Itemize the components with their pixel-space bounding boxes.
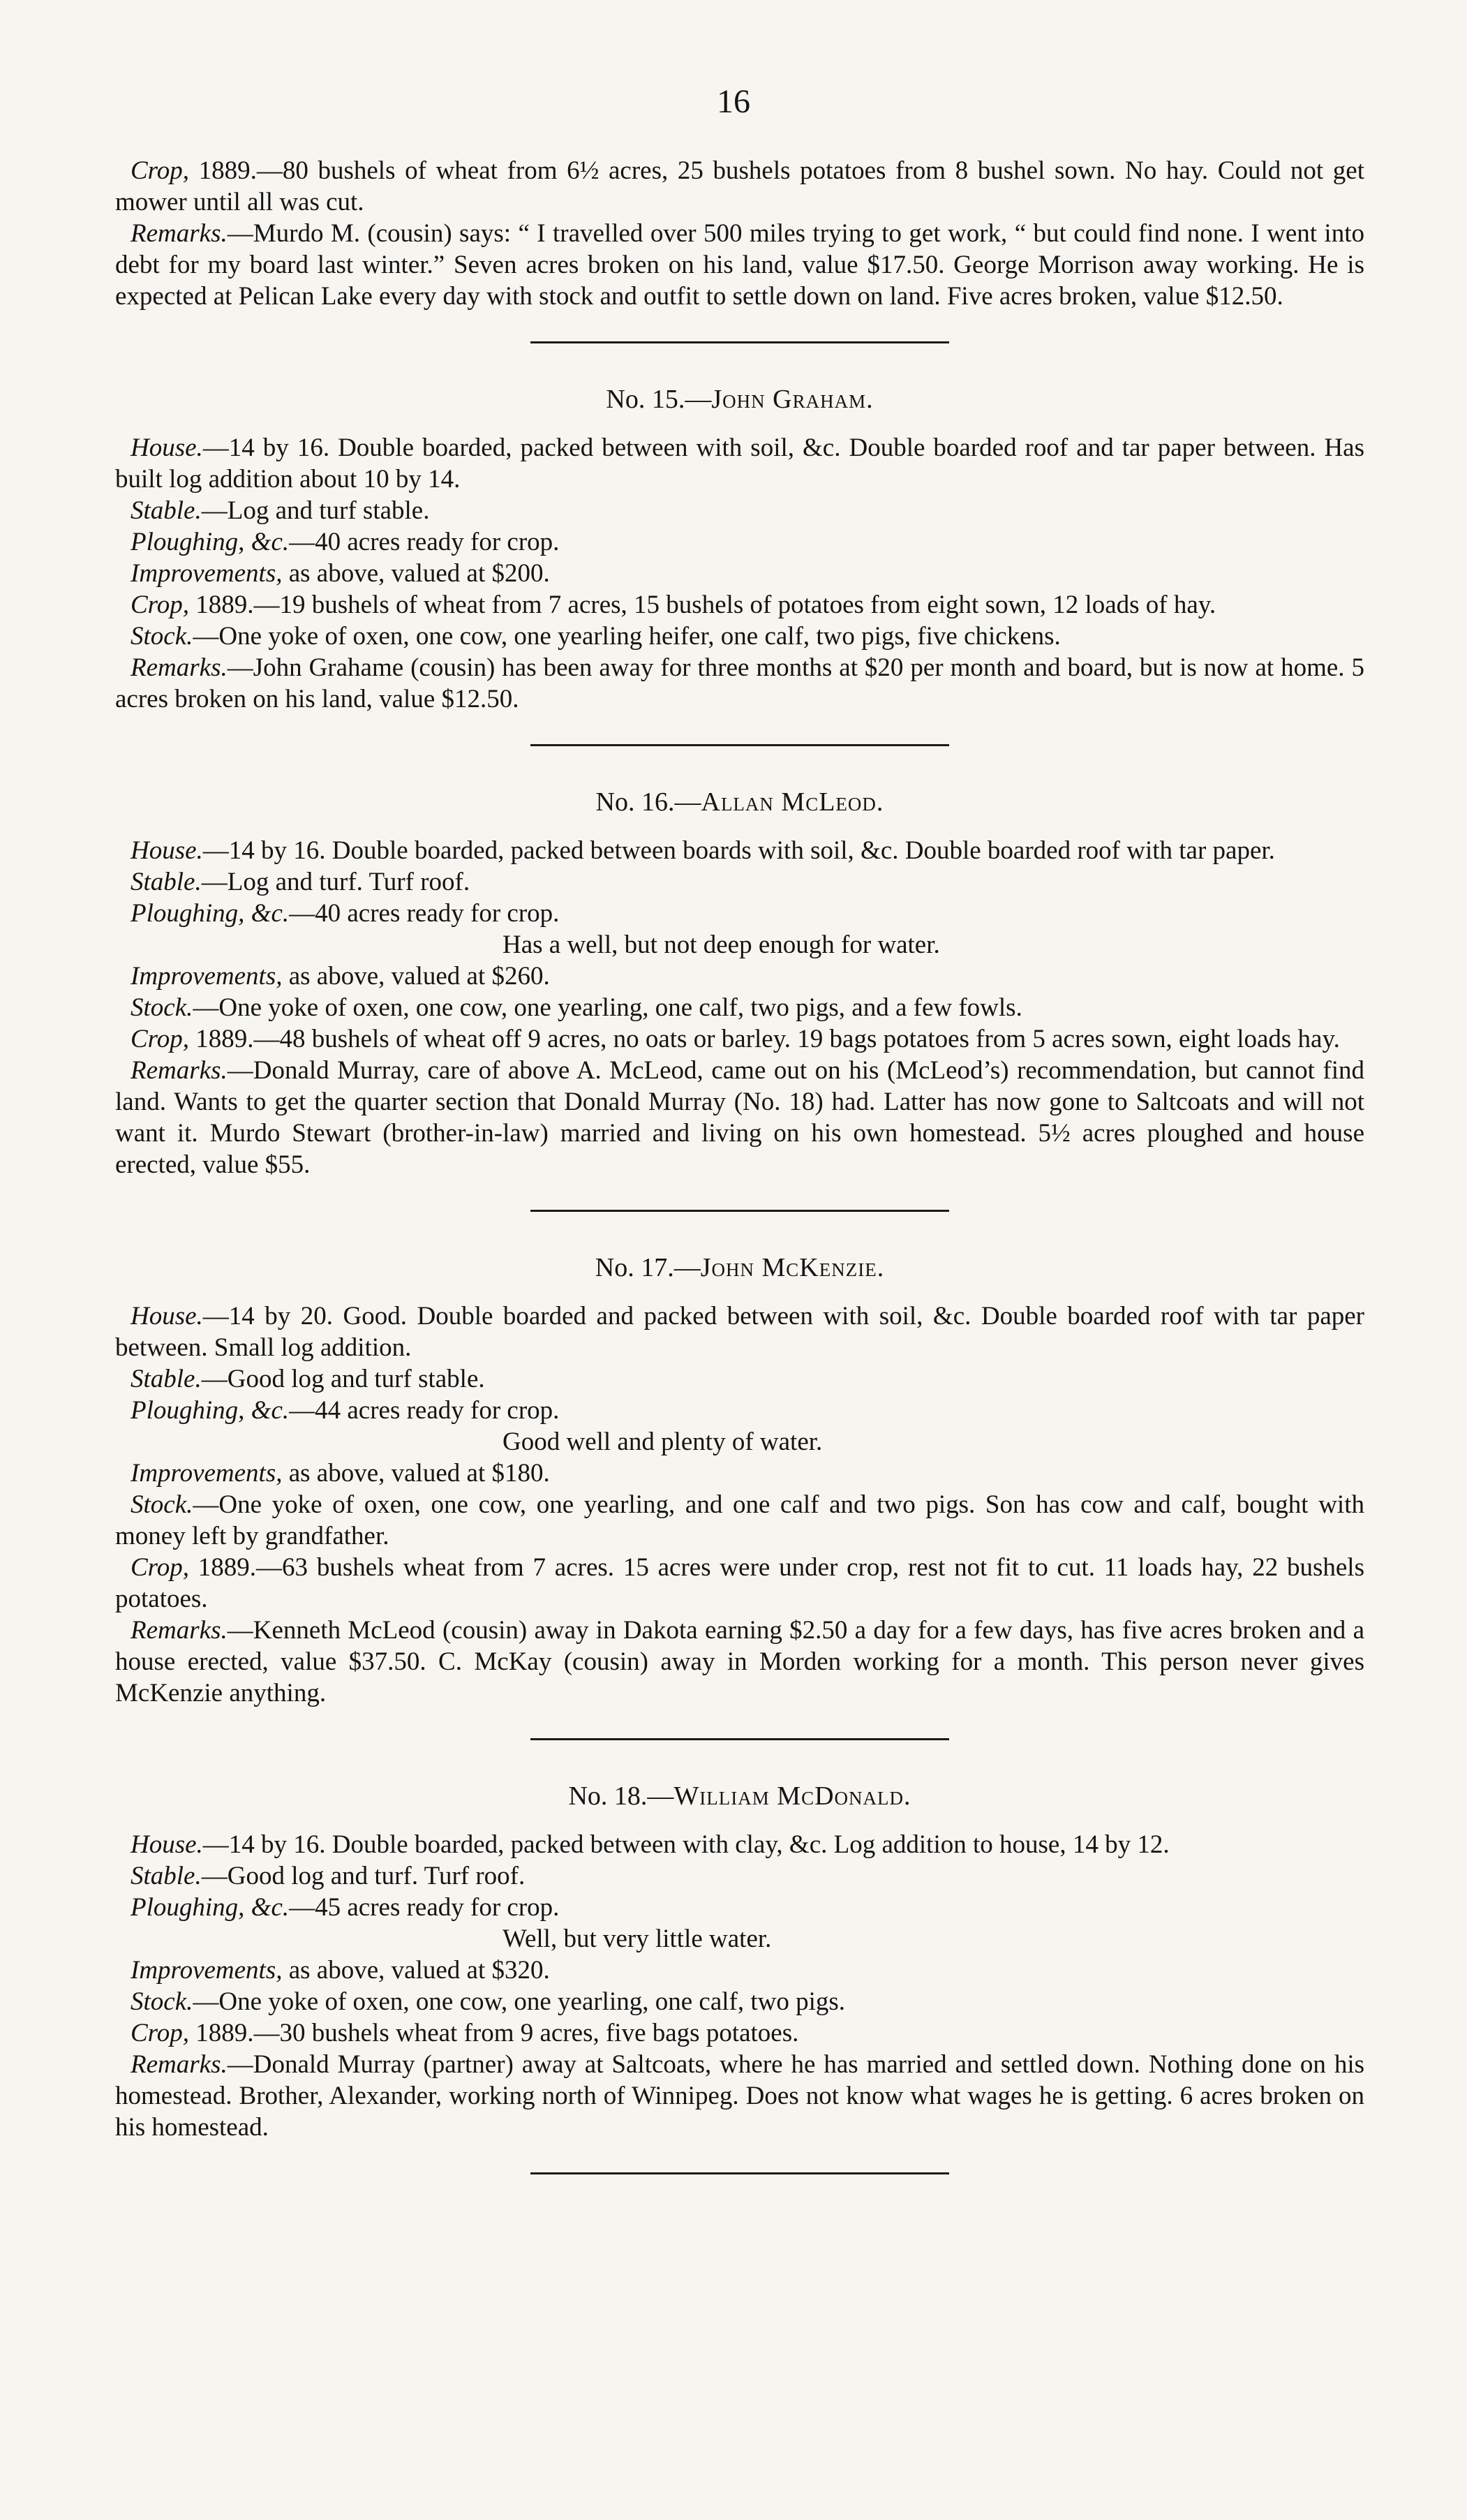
ploughing-text: —45 acres ready for crop. xyxy=(289,1893,560,1922)
stable-label: Stable. xyxy=(131,1862,202,1890)
remarks-label: Remarks. xyxy=(131,653,228,682)
intro-remarks-paragraph xyxy=(115,218,1364,312)
crop-paragraph xyxy=(115,1552,1364,1615)
page-number: 16 xyxy=(717,83,750,120)
remarks-label: Remarks. xyxy=(131,1056,228,1085)
house-label: House. xyxy=(131,433,203,462)
improvements-label: Improvements, xyxy=(131,962,283,991)
stock-label: Stock. xyxy=(131,1987,193,2016)
ploughing-paragraph xyxy=(115,1395,1364,1426)
improvements-paragraph xyxy=(115,961,1364,992)
crop-label: Crop, xyxy=(131,2019,189,2047)
section-divider xyxy=(530,341,949,343)
house-paragraph xyxy=(115,432,1364,495)
crop-label: Crop, xyxy=(131,156,189,185)
section-name: Allan McLeod. xyxy=(701,787,884,817)
remarks-text: —Donald Murray (partner) away at Saltcoats, where he has married and settled down. Nothing done on his homestead. Brother, Alexander, working north of Winnipeg. Does not know what wages he is getting. 6 acres broken on his homestead. xyxy=(115,2050,1364,2142)
remarks-paragraph xyxy=(115,1055,1364,1180)
remarks-label: Remarks. xyxy=(131,2050,228,2079)
improvements-text: as above, valued at $260. xyxy=(282,962,550,991)
section-name: John Graham. xyxy=(711,385,874,414)
house-label: House. xyxy=(131,1830,203,1859)
section-title xyxy=(115,1252,1364,1284)
remarks-text: —Murdo M. (cousin) says: “ I travelled over 500 miles trying to get work, “ but could find none. I went into debt for my board last winter.” Seven acres broken on his land, value $17.50. George Morrison away working. He is expected at Pelican Lake every day with stock and outfit to settle down on land. Five acres broken, value $12.50. xyxy=(115,219,1364,311)
remarks-text: —John Grahame (cousin) has been away for three months at $20 per month and board, but is now at home. 5 acres broken on his land, value $12.50. xyxy=(115,653,1364,713)
ploughing-paragraph xyxy=(115,898,1364,929)
crop-text: 1889.—80 bushels of wheat from 6½ acres, 25 bushels potatoes from 8 bushel sown. No hay. Could not get mower until all was cut. xyxy=(115,156,1364,216)
water-note: Well, but very little water. xyxy=(502,1925,772,1953)
stable-label: Stable. xyxy=(131,868,202,896)
stable-paragraph xyxy=(115,1363,1364,1395)
section-number: No. 16.— xyxy=(595,787,701,817)
improvements-text: as above, valued at $180. xyxy=(282,1459,550,1488)
ploughing-label: Ploughing, &c. xyxy=(131,528,290,556)
intro-crop-paragraph xyxy=(115,155,1364,218)
stable-paragraph xyxy=(115,866,1364,898)
ploughing-label: Ploughing, &c. xyxy=(131,1396,290,1425)
house-paragraph xyxy=(115,1300,1364,1363)
stock-label: Stock. xyxy=(131,993,193,1022)
stable-label: Stable. xyxy=(131,1365,202,1393)
crop-paragraph xyxy=(115,2017,1364,2049)
improvements-label: Improvements, xyxy=(131,559,283,588)
section-title xyxy=(115,384,1364,415)
stable-paragraph xyxy=(115,495,1364,526)
ploughing-label: Ploughing, &c. xyxy=(131,1893,290,1922)
remarks-paragraph xyxy=(115,1615,1364,1709)
improvements-label: Improvements, xyxy=(131,1956,283,1985)
section-name: William McDonald. xyxy=(673,1781,911,1811)
section-number: No. 15.— xyxy=(606,385,712,414)
house-label: House. xyxy=(131,836,203,865)
ploughing-paragraph xyxy=(115,1892,1364,1923)
house-label: House. xyxy=(131,1302,203,1331)
improvements-text: as above, valued at $320. xyxy=(282,1956,550,1985)
stable-text: —Log and turf stable. xyxy=(201,496,430,525)
house-paragraph xyxy=(115,1829,1364,1860)
section-divider xyxy=(530,1210,949,1212)
stable-text: —Log and turf. Turf roof. xyxy=(201,868,470,896)
crop-text: 1889.—48 bushels of wheat off 9 acres, no oats or barley. 19 bags potatoes from 5 acres sown, eight loads hay. xyxy=(188,1025,1340,1053)
crop-paragraph xyxy=(115,589,1364,621)
stock-text: —One yoke of oxen, one cow, one yearling heifer, one calf, two pigs, five chickens. xyxy=(193,622,1061,651)
water-note: Good well and plenty of water. xyxy=(502,1428,823,1456)
stock-paragraph xyxy=(115,992,1364,1023)
section-title xyxy=(115,787,1364,818)
ploughing-text: —40 acres ready for crop. xyxy=(289,528,560,556)
improvements-label: Improvements, xyxy=(131,1459,283,1488)
water-note: Has a well, but not deep enough for water. xyxy=(502,931,940,959)
section-divider xyxy=(530,2172,949,2174)
section-title xyxy=(115,1781,1364,1812)
remarks-text: —Kenneth McLeod (cousin) away in Dakota earning $2.50 a day for a few days, has five acres broken and a house erected, value $37.50. C. McKay (cousin) away in Morden working for a month. This person never gives McKenzie anything. xyxy=(115,1616,1364,1707)
ploughing-label: Ploughing, &c. xyxy=(131,899,290,928)
crop-text: 1889.—19 bushels of wheat from 7 acres, 15 bushels of potatoes from eight sown, 12 loads of hay. xyxy=(188,591,1216,619)
remarks-text: —Donald Murray, care of above A. McLeod, came out on his (McLeod’s) recommendation, but cannot find land. Wants to get the quarter section that Donald Murray (No. 18) had. Latter has now gone to Saltcoats and will not want it. Murdo Stewart (brother-in-law) married and living on his own homestead. 5½ acres ploughed and house erected, value $55. xyxy=(115,1056,1364,1179)
section-no-15 xyxy=(115,384,1364,715)
section-number: No. 18.— xyxy=(568,1781,674,1811)
ploughing-text: —44 acres ready for crop. xyxy=(289,1396,560,1425)
stable-label: Stable. xyxy=(131,496,202,525)
house-text: —14 by 16. Double boarded, packed between with soil, &c. Double boarded roof and tar paper between. Has built log addition about 10 by 14. xyxy=(115,433,1364,494)
crop-label: Crop, xyxy=(131,591,189,619)
section-divider xyxy=(530,1738,949,1740)
stock-text: —One yoke of oxen, one cow, one yearling, and one calf and two pigs. Son has cow and calf, bought with money left by grandfather. xyxy=(115,1490,1364,1550)
section-name: John McKenzie. xyxy=(700,1253,885,1282)
house-text: —14 by 20. Good. Double boarded and packed between with soil, &c. Double boarded roof with tar paper between. Small log addition. xyxy=(115,1302,1364,1362)
stable-text: —Good log and turf. Turf roof. xyxy=(201,1862,526,1890)
page-content xyxy=(115,155,1364,2215)
crop-label: Crop, xyxy=(131,1553,189,1582)
section-divider xyxy=(530,744,949,746)
improvements-paragraph xyxy=(115,1458,1364,1489)
improvements-text: as above, valued at $200. xyxy=(282,559,550,588)
section-no-18 xyxy=(115,1781,1364,2143)
stock-text: —One yoke of oxen, one cow, one yearling, one calf, two pigs. xyxy=(193,1987,846,2016)
improvements-paragraph xyxy=(115,558,1364,589)
remarks-paragraph xyxy=(115,652,1364,715)
ploughing-text: —40 acres ready for crop. xyxy=(289,899,560,928)
house-text: —14 by 16. Double boarded, packed between with clay, &c. Log addition to house, 14 by 12. xyxy=(202,1830,1170,1859)
stable-text: —Good log and turf stable. xyxy=(201,1365,485,1393)
crop-label: Crop, xyxy=(131,1025,189,1053)
stock-paragraph xyxy=(115,621,1364,652)
crop-text: 1889.—63 bushels wheat from 7 acres. 15 acres were under crop, rest not fit to cut. 11 loads hay, 22 bushels potatoes. xyxy=(115,1553,1364,1613)
stock-text: —One yoke of oxen, one cow, one yearling, one calf, two pigs, and a few fowls. xyxy=(193,993,1022,1022)
stable-paragraph xyxy=(115,1860,1364,1892)
remarks-label: Remarks. xyxy=(131,219,228,248)
section-no-16 xyxy=(115,787,1364,1180)
section-no-17 xyxy=(115,1252,1364,1709)
stock-paragraph xyxy=(115,1489,1364,1552)
stock-label: Stock. xyxy=(131,622,193,651)
section-number: No. 17.— xyxy=(595,1253,701,1282)
house-text: —14 by 16. Double boarded, packed between boards with soil, &c. Double boarded roof with tar paper. xyxy=(202,836,1275,865)
remarks-label: Remarks. xyxy=(131,1616,228,1645)
remarks-paragraph xyxy=(115,2049,1364,2143)
stock-label: Stock. xyxy=(131,1490,193,1519)
house-paragraph xyxy=(115,835,1364,866)
ploughing-paragraph xyxy=(115,526,1364,558)
improvements-paragraph xyxy=(115,1955,1364,1986)
crop-paragraph xyxy=(115,1023,1364,1055)
crop-text: 1889.—30 bushels wheat from 9 acres, five bags potatoes. xyxy=(188,2019,799,2047)
stock-paragraph xyxy=(115,1986,1364,2017)
